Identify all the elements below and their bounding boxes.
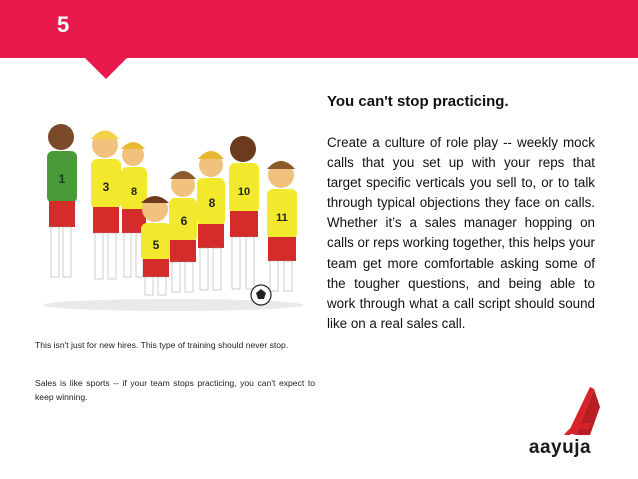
- jersey-number: 5: [152, 238, 160, 252]
- soccer-team-illustration: [33, 97, 316, 312]
- caption-new-hires: This isn't just for new hires. This type of training should never stop.: [35, 340, 289, 350]
- section-heading: You can't stop practicing.: [327, 93, 509, 110]
- caption-sports: Sales is like sports -- if your team stops practicing, you can't expect to keep winning.: [35, 378, 315, 402]
- slide-number: 5: [57, 12, 70, 37]
- header-banner: [0, 0, 638, 58]
- jersey-number: 1: [58, 172, 66, 186]
- jersey-number: 10: [237, 186, 251, 198]
- jersey-number: 11: [276, 212, 288, 224]
- jersey-number: 8: [130, 186, 138, 198]
- body-paragraph: Create a culture of role play -- weekly mock calls that you set up with your reps that target specific verticals you sell to, or to talk through typical objections they face on calls. Whether it’s a sales manager hopping on calls or reps working together, this helps your team get more comfortable asking some of the tougher questions, and being able to work through what a call script should sound like on a real sales call.: [327, 135, 595, 331]
- jersey-number: 6: [180, 214, 188, 228]
- logo-wordmark: aayuja: [528, 437, 592, 458]
- banner-notch: [84, 57, 128, 79]
- jersey-number: 8: [208, 196, 216, 210]
- jersey-number: 3: [102, 180, 110, 194]
